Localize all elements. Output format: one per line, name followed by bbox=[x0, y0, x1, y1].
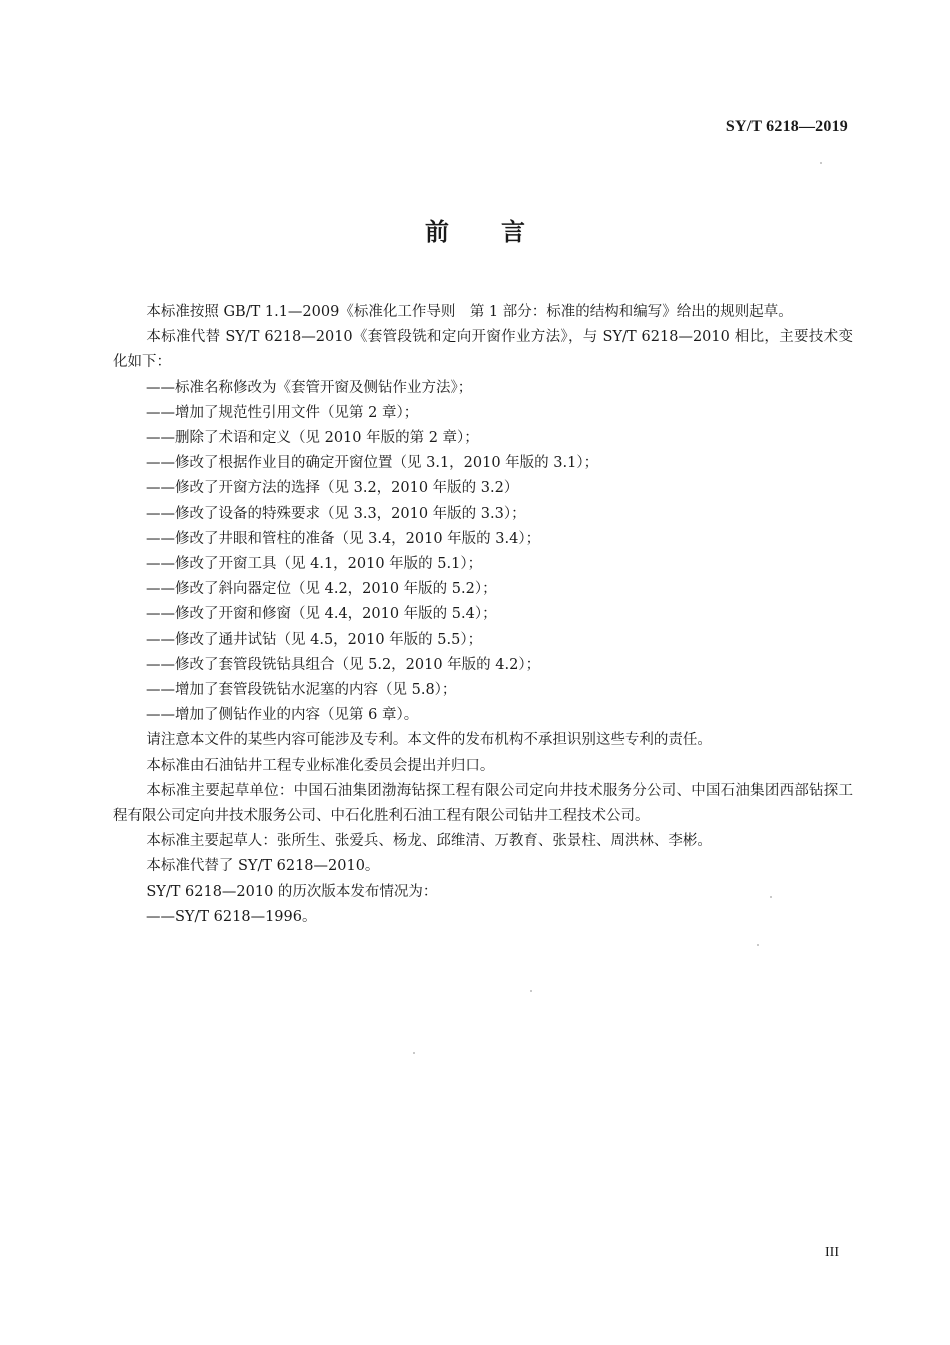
change-item: ——标准名称修改为《套管开窗及侧钻作业方法》； bbox=[146, 379, 473, 396]
title-char-1: 前 bbox=[425, 218, 449, 246]
paragraph-drafting-rules: 本标准按照 GB/T 1.1—2009《标准化工作导则 第 1 部分：标准的结构和编写》给出的规则起草。 bbox=[146, 304, 793, 320]
paragraph-history-heading: SY/T 6218—2010 的历次版本发布情况为： bbox=[146, 883, 438, 900]
change-item: ——增加了规范性引用文件（见第 2 章）； bbox=[146, 404, 419, 421]
change-item: ——删除了术语和定义（见 2010 年版的第 2 章）； bbox=[146, 430, 479, 447]
change-item: ——修改了井眼和管柱的准备（见 3.4，2010 年版的 3.4）； bbox=[146, 530, 541, 547]
foreword-body bbox=[113, 300, 853, 930]
page-number: III bbox=[825, 1245, 839, 1260]
foreword-title bbox=[0, 212, 950, 247]
change-item: ——修改了通井试钻（见 4.5，2010 年版的 5.5）； bbox=[146, 631, 483, 648]
scan-speck bbox=[820, 162, 822, 164]
paragraph-replacement: 本标准代替 SY/T 6218—2010《套管段铣和定向开窗作业方法》，与 SY/T 6218—2010 相比，主要技术变化如下： bbox=[113, 329, 853, 371]
scan-speck bbox=[413, 1052, 415, 1054]
change-item: ——修改了开窗方法的选择（见 3.2，2010 年版的 3.2） bbox=[146, 480, 519, 497]
scan-speck bbox=[770, 896, 772, 898]
change-item: ——修改了设备的特殊要求（见 3.3，2010 年版的 3.3）； bbox=[146, 505, 526, 522]
scan-speck bbox=[530, 990, 532, 992]
title-char-2: 言 bbox=[501, 218, 525, 246]
standard-code: SY/T 6218—2019 bbox=[725, 118, 848, 135]
change-item: ——修改了套管段铣钻具组合（见 5.2，2010 年版的 4.2）； bbox=[146, 656, 541, 673]
scan-speck bbox=[757, 944, 759, 946]
paragraph-patent-notice: 请注意本文件的某些内容可能涉及专利。本文件的发布机构不承担识别这些专利的责任。 bbox=[146, 732, 712, 749]
paragraph-drafting-units: 本标准主要起草单位：中国石油集团渤海钻探工程有限公司定向井技术服务分公司、中国石油集团西部钻探工程有限公司定向井技术服务公司、中石化胜利石油工程有限公司钻井工程技术公司。 bbox=[113, 782, 853, 825]
change-item: ——修改了斜向器定位（见 4.2，2010 年版的 5.2）； bbox=[146, 581, 497, 598]
change-item: ——增加了侧钻作业的内容（见第 6 章）。 bbox=[146, 707, 419, 724]
change-item: ——修改了根据作业目的确定开窗位置（见 3.1，2010 年版的 3.1）； bbox=[146, 455, 599, 472]
change-item: ——修改了开窗和修窗（见 4.4，2010 年版的 5.4）； bbox=[146, 606, 497, 623]
change-item: ——修改了开窗工具（见 4.1，2010 年版的 5.1）； bbox=[146, 556, 483, 573]
history-item: ——SY/T 6218—1996。 bbox=[146, 908, 317, 925]
paragraph-drafters: 本标准主要起草人：张所生、张爱兵、杨龙、邱维清、万教育、张景柱、周洪林、李彬。 bbox=[146, 833, 712, 850]
paragraph-supersedes: 本标准代替了 SY/T 6218—2010。 bbox=[146, 858, 380, 875]
paragraph-committee: 本标准由石油钻井工程专业标准化委员会提出并归口。 bbox=[146, 757, 495, 774]
change-item: ——增加了套管段铣钻水泥塞的内容（见 5.8）； bbox=[146, 682, 457, 699]
